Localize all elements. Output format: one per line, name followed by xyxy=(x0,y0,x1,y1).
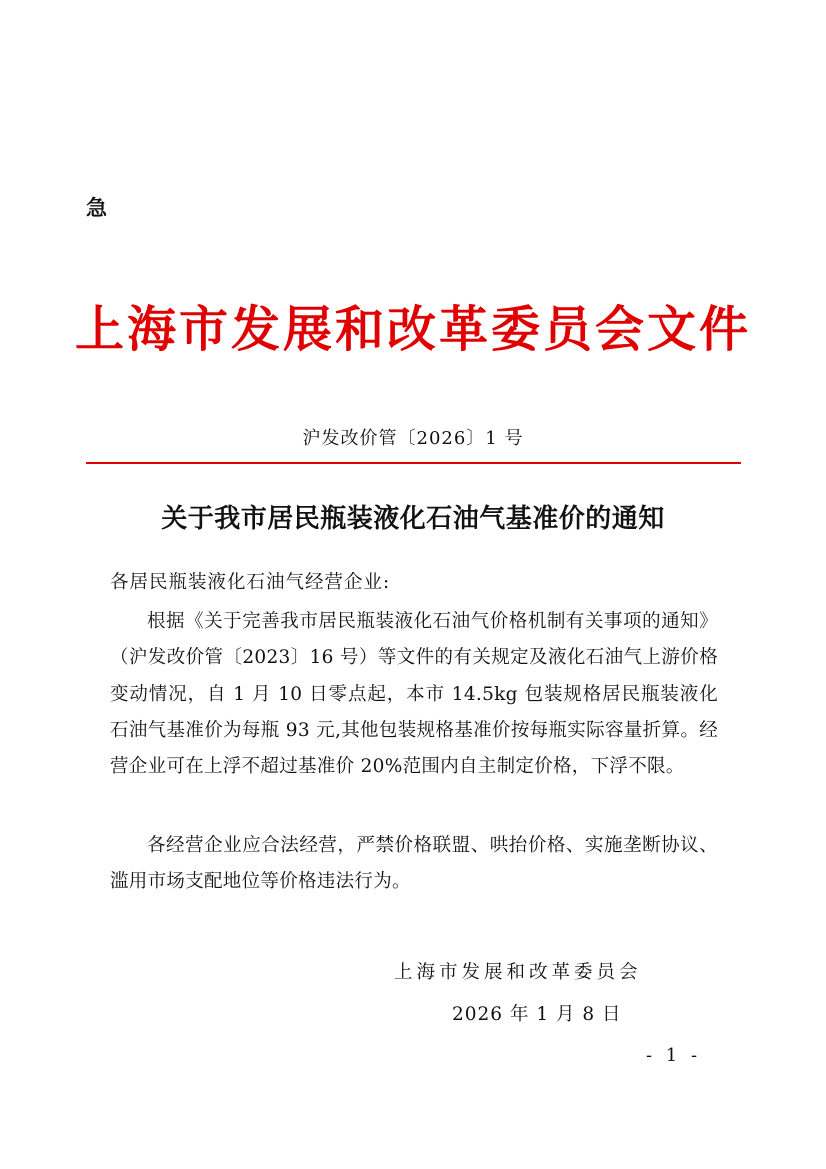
signature-organization: 上海市发展和改革委员会 xyxy=(394,962,642,983)
signature-date: 2026 年 1 月 8 日 xyxy=(452,1004,622,1025)
salutation: 各居民瓶装液化石油气经营企业: xyxy=(110,572,391,593)
page-number: - 1 - xyxy=(646,1045,702,1066)
red-divider-line xyxy=(86,462,741,464)
urgency-mark: 急 xyxy=(86,196,107,220)
notice-title: 关于我市居民瓶装液化石油气基准价的通知 xyxy=(161,504,665,534)
body-paragraph-1: 根据《关于完善我市居民瓶装液化石油气价格机制有关事项的通知》（沪发改价管〔2023〕16 号）等文件的有关规定及液化石油气上游价格变动情况，自 1 月 10 日零点起，本市 14.5kg 包装规格居民瓶装液化石油气基准价为每瓶 93 元,其他包装规格基准价按每瓶实际容量折算。经营企业可在上浮不超过基准价 20%范围内自主制定价格，下浮不限。 xyxy=(110,611,718,778)
issuer-header: 上海市发展和改革委员会文件 xyxy=(74,300,751,358)
body-paragraph-2: 各经营企业应合法经营，严禁价格联盟、哄抬价格、实施垄断协议、滥用市场支配地位等价格违法行为。 xyxy=(110,835,718,893)
document-number: 沪发改价管〔2026〕1 号 xyxy=(302,428,524,449)
